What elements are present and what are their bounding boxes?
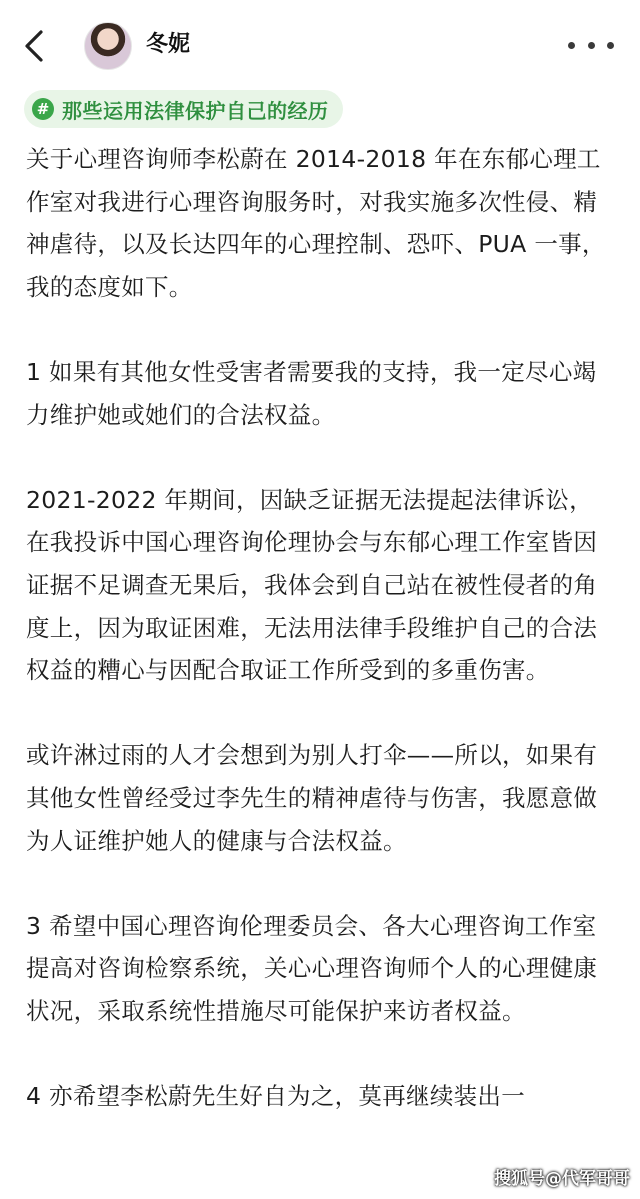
topic-label: 那些运用法律保护自己的经历 bbox=[62, 98, 329, 123]
paragraph: 关于心理咨询师李松蔚在 2014-2018 年在东郁心理工作室对我进行心理咨询服务时，对我实施多次性侵、精神虐待，以及长达四年的心理控制、恐吓、PUA 一事，我的态度如下。 bbox=[26, 145, 606, 301]
topic-tag[interactable] bbox=[24, 90, 343, 128]
back-button[interactable] bbox=[14, 24, 54, 68]
avatar[interactable] bbox=[84, 22, 132, 70]
paragraph: 2021-2022 年期间，因缺乏证据无法提起法律诉讼，在我投诉中国心理咨询伦理协会与东郁心理工作室皆因证据不足调查无果后，我体会到自己站在被性侵者的角度上，因为取证困难，无法用法律手段维护自己的合法权益的糟心与因配合取证工作所受到的多重伤害。 bbox=[26, 485, 598, 685]
paragraph: 3 希望中国心理咨询伦理委员会、各大心理咨询工作室提高对咨询检察系统，关心心理咨询师个人的心理健康状况，采取系统性措施尽可能保护来访者权益。 bbox=[26, 911, 598, 1025]
paragraph: 1 如果有其他女性受害者需要我的支持，我一定尽心竭力维护她或她们的合法权益。 bbox=[26, 357, 597, 429]
more-dot bbox=[588, 42, 595, 49]
more-dot bbox=[607, 42, 614, 49]
hashtag-icon: # bbox=[32, 98, 54, 120]
paragraph: 4 亦希望李松蔚先生好自为之，莫再继续装出一 bbox=[26, 1082, 526, 1111]
article-body bbox=[26, 138, 616, 1160]
footer-watermark: 搜狐号@代军哥哥 bbox=[494, 1169, 630, 1189]
more-dots-icon bbox=[568, 42, 575, 49]
author-name[interactable]: 冬妮 bbox=[146, 32, 191, 57]
chevron-left-icon bbox=[23, 29, 45, 63]
paragraph: 或许淋过雨的人才会想到为别人打伞——所以，如果有其他女性曾经受过李先生的精神虐待与伤害，我愿意做为人证维护她人的健康与合法权益。 bbox=[26, 741, 598, 855]
top-bar bbox=[0, 0, 640, 90]
more-button[interactable] bbox=[568, 30, 614, 60]
